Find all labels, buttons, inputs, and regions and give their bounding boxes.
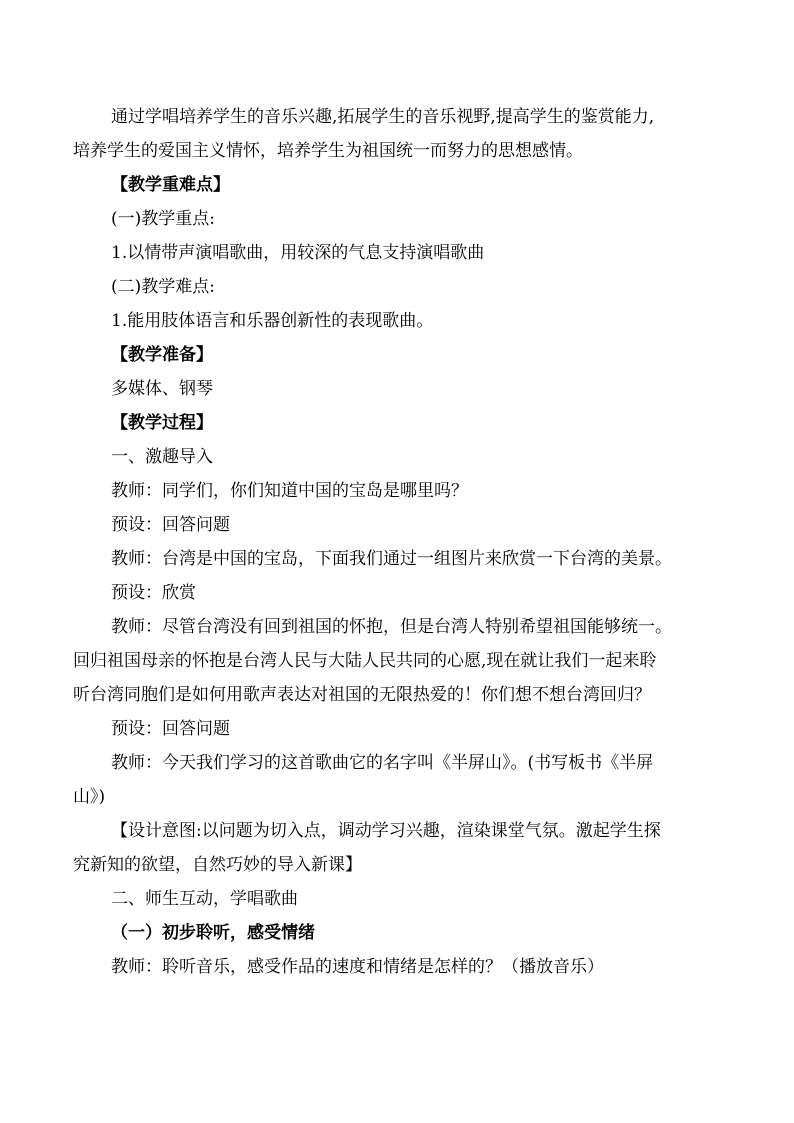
dialogue-teacher-5: 教师：聆听音乐，感受作品的速度和情绪是怎样的？（播放音乐） [111,957,604,977]
dialogue-teacher-4-line-2: 山》) [73,787,106,807]
dialogue-preset-1: 预设：回答问题 [111,515,230,535]
dialogue-teacher-3-line-2: 回归祖国母亲的怀抱是台湾人民与大陆人民共同的心愿,现在就让我们一起来聆 [73,651,657,671]
objective-paragraph-line-1: 通过学唱培养学生的音乐兴趣,拓展学生的音乐视野,提高学生的鉴赏能力, [111,107,655,127]
subheading-key-point: (一)教学重点: [111,209,215,229]
section-heading-preparation: 【教学准备】 [111,345,213,365]
preparation-items: 多媒体、钢琴 [111,379,213,399]
design-intent-line-1: 【设计意图:以问题为切入点，调动学习兴趣，渲染课堂气氛。激起学生探 [111,821,661,841]
key-point-item-1: 1.以情带声演唱歌曲，用较深的气息支持演唱歌曲 [111,243,485,263]
dialogue-teacher-1: 教师：同学们，你们知道中国的宝岛是哪里吗？ [111,481,468,501]
subheading-difficult-point: (二)教学难点: [111,277,215,297]
dialogue-teacher-2: 教师：台湾是中国的宝岛，下面我们通过一组图片来欣赏一下台湾的美景。 [111,549,672,569]
dialogue-teacher-3-line-1: 教师：尽管台湾没有回到祖国的怀抱，但是台湾人特别希望祖国能够统一。 [111,617,672,637]
substep-heading-listening: （一）初步聆听，感受情绪 [111,923,315,943]
dialogue-teacher-3-line-3: 听台湾同胞们是如何用歌声表达对祖国的无限热爱的！你们想不想台湾回归？ [73,685,651,705]
dialogue-teacher-4-line-1: 教师：今天我们学习的这首歌曲它的名字叫《半屏山》。(书写板书《半屏 [111,753,654,773]
step-heading-interaction: 二、师生互动，学唱歌曲 [111,889,298,909]
difficult-point-item-1: 1.能用肢体语言和乐器创新性的表现歌曲。 [111,311,434,331]
dialogue-preset-3: 预设：回答问题 [111,719,230,739]
step-heading-introduction: 一、激趣导入 [111,447,213,467]
objective-paragraph-line-2: 培养学生的爱国主义情怀，培养学生为祖国统一而努力的思想感情。 [73,141,583,161]
design-intent-line-2: 究新知的欲望，自然巧妙的导入新课】 [73,855,362,875]
section-heading-key-points: 【教学重难点】 [111,175,230,195]
section-heading-process: 【教学过程】 [111,413,213,433]
document-body [73,100,723,984]
dialogue-preset-2: 预设：欣赏 [111,583,196,603]
